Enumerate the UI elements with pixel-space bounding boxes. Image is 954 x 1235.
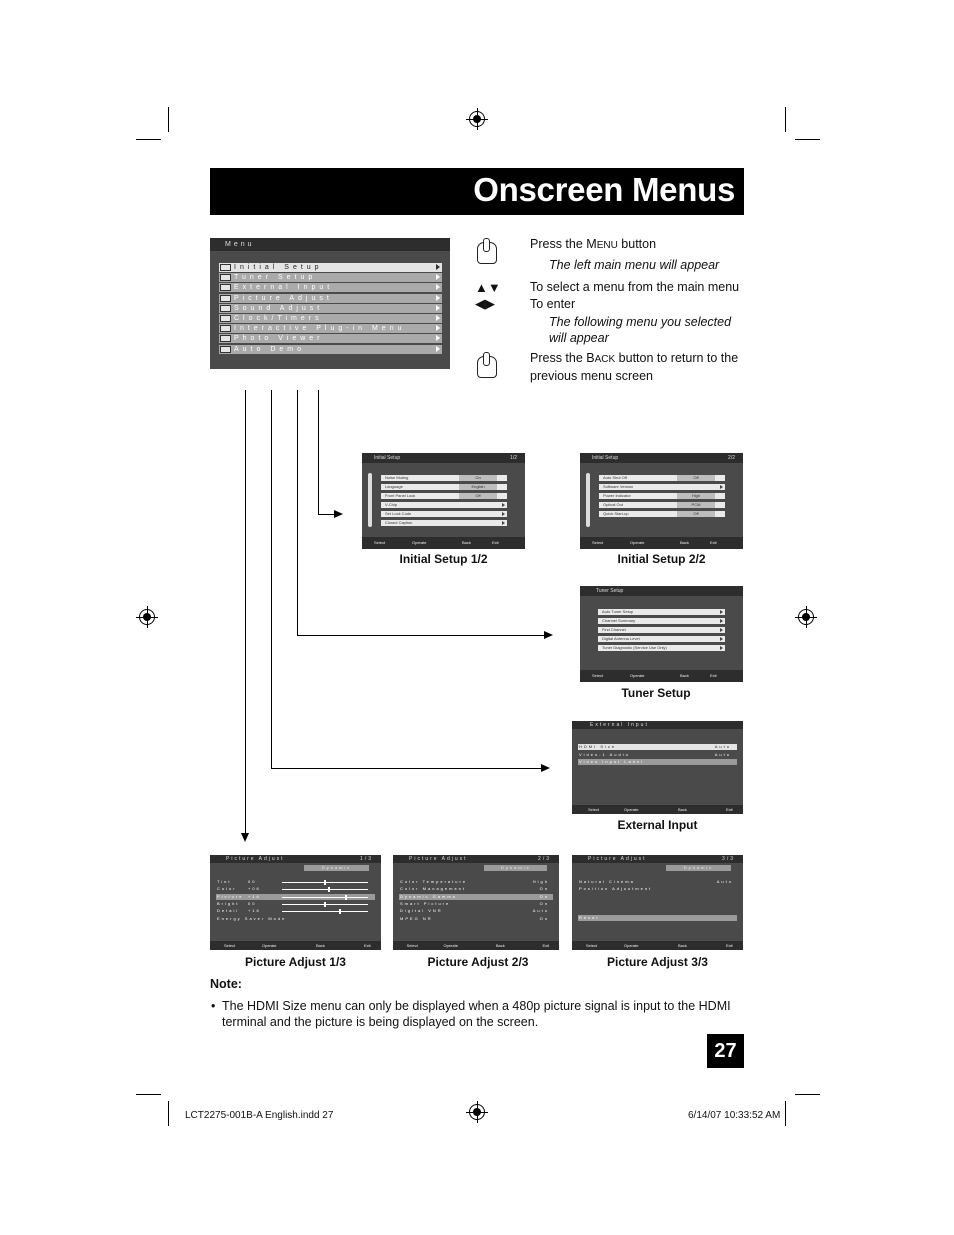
picture-setting-value: +16 — [248, 908, 261, 914]
screen-header — [393, 855, 559, 863]
page-number: 27 — [707, 1034, 744, 1068]
arrow-right-icon — [334, 510, 343, 518]
setting-value: Off — [677, 475, 715, 481]
footer-exit-label: Exit — [364, 943, 371, 948]
following-menu-text: The following menu you selected will appear — [549, 315, 732, 345]
reset-row[interactable]: Reset — [578, 915, 737, 921]
press-back-text: Press the BACK button to return to the previous menu screen — [530, 351, 739, 383]
main-menu-item-label: Photo Viewer — [234, 335, 324, 343]
external-input-caption: External Input — [617, 818, 698, 832]
picture-setting-value: +06 — [248, 886, 261, 892]
main-menu-item-label: Interactive Plug-in Menu — [234, 325, 406, 333]
level-slider[interactable] — [282, 904, 368, 905]
setting-row[interactable] — [381, 475, 507, 481]
press-menu-text: Press the MENU button — [530, 237, 657, 251]
footer-back-label: Back — [678, 807, 687, 812]
crop-mark — [136, 139, 161, 140]
setting-label: Noise Muting — [385, 475, 409, 480]
footer-select-label: Select — [588, 807, 600, 812]
arrow-right-icon — [720, 628, 723, 632]
external-input-value: Auto — [714, 744, 731, 749]
arrow-right-icon — [436, 295, 440, 301]
arrow-right-icon — [720, 646, 723, 650]
arrow-right-icon — [502, 503, 505, 507]
picture-setting-value: On — [539, 893, 549, 899]
menu-item-icon — [220, 305, 231, 312]
initial-setup-2-caption: Initial Setup 2/2 — [617, 552, 706, 566]
slider-knob[interactable] — [324, 902, 326, 907]
screen-header — [572, 855, 743, 863]
main-menu-item[interactable] — [219, 324, 442, 333]
setting-label: Quick Start-up — [603, 511, 629, 516]
screen-page-indicator: 2/3 — [538, 856, 551, 862]
setting-label: Language — [385, 484, 403, 489]
picture-setting-label: Tint — [217, 879, 232, 884]
main-menu-item[interactable] — [219, 334, 442, 343]
date-info: 6/14/07 10:33:52 AM — [688, 1110, 781, 1121]
menu-item-icon — [220, 274, 231, 281]
picture-adjust-1-screen — [210, 855, 381, 950]
footer-operate-label: Operate — [630, 673, 645, 678]
picture-setting-label: Color Management — [400, 886, 467, 892]
picture-adjust-2-screen — [393, 855, 559, 950]
picture-setting-label: Energy Saver Mode — [217, 915, 287, 921]
menu-item-icon — [220, 335, 231, 342]
picture-setting-value: Auto — [532, 908, 549, 914]
picture-adjust-1-caption: Picture Adjust 1/3 — [245, 955, 346, 969]
screen-page-indicator: 3/3 — [722, 856, 735, 862]
main-menu-item[interactable] — [219, 345, 442, 354]
footer-back-label: Back — [316, 943, 325, 948]
main-menu-item[interactable] — [219, 304, 442, 313]
connector-line — [297, 390, 298, 636]
screen-footer — [362, 537, 525, 549]
setting-row[interactable] — [599, 493, 725, 499]
initial-setup-2-screen — [580, 453, 743, 549]
main-menu-item-label: External Input — [234, 284, 334, 292]
footer-operate-label: Operate — [624, 807, 639, 812]
footer-exit-label: Exit — [726, 807, 733, 812]
registration-mark-icon — [469, 1104, 485, 1120]
screen-footer — [572, 941, 743, 950]
menu-item-icon — [220, 264, 231, 271]
picture-mode-value: Dynamic — [666, 865, 731, 871]
picture-setting-label: MPEG NR — [400, 915, 433, 921]
setting-row[interactable] — [381, 502, 507, 508]
picture-setting-row[interactable] — [578, 886, 737, 892]
footer-select-label: Select — [586, 943, 598, 948]
picture-setting-row[interactable] — [216, 886, 375, 892]
footer-back-label: Back — [495, 943, 505, 948]
external-input-label: Video Input Label — [579, 759, 645, 764]
slider-knob[interactable] — [324, 880, 326, 885]
footer-operate-label: Operate — [630, 540, 645, 545]
picture-setting-label: Natural Cinema — [579, 879, 635, 884]
arrow-down-icon — [241, 833, 249, 842]
level-slider[interactable] — [282, 882, 368, 883]
initial-setup-1-screen — [362, 453, 525, 549]
tuner-row-label: Auto Tuner Setup — [602, 609, 634, 614]
picture-setting-row[interactable] — [399, 894, 553, 900]
picture-setting-row[interactable] — [216, 879, 375, 885]
tuner-row-label: Channel Summary — [602, 618, 636, 623]
main-menu-item-label: Tuner Setup — [234, 274, 317, 282]
picture-setting-label: Dynamic Gamma — [400, 893, 457, 899]
crop-mark — [168, 1101, 169, 1126]
picture-adjust-2-caption: Picture Adjust 2/3 — [427, 955, 529, 969]
picture-setting-row[interactable] — [216, 901, 375, 907]
arrow-right-icon — [436, 315, 440, 321]
screen-header-title: Initial Setup — [374, 455, 401, 461]
arrow-right-icon — [436, 335, 440, 341]
picture-setting-label: Digital VNR — [400, 908, 443, 914]
setting-label: V-Chip — [385, 502, 398, 507]
arrow-right-icon — [502, 521, 505, 525]
setting-row[interactable] — [381, 511, 507, 517]
setting-label: Closed Caption — [385, 520, 413, 525]
picture-mode-value: Dynamic — [304, 865, 369, 871]
setting-label: Power Indicator — [603, 493, 631, 498]
setting-label: Front Panel Lock — [385, 493, 416, 498]
remote-hand-icon — [477, 356, 497, 378]
picture-setting-value: On — [539, 886, 549, 892]
note-bullet: • — [211, 999, 216, 1013]
crop-mark — [168, 107, 169, 132]
screen-header-title: Tuner Setup — [596, 588, 624, 594]
picture-setting-value: +16 — [248, 893, 261, 899]
connector-line — [271, 768, 542, 769]
left-menu-appear-text: The left main menu will appear — [549, 258, 720, 272]
picture-adjust-3-screen — [572, 855, 743, 950]
note-heading: Note: — [210, 977, 242, 991]
menu-item-icon — [220, 346, 231, 353]
main-menu-item[interactable] — [219, 283, 442, 292]
picture-setting-row[interactable] — [399, 879, 553, 885]
footer-exit-label: Exit — [710, 673, 717, 678]
picture-setting-label: Bright — [217, 900, 240, 906]
setting-value: Off — [459, 493, 497, 499]
footer-exit-label: Exit — [710, 540, 717, 545]
footer-back-label: Back — [678, 943, 687, 948]
main-menu-item-label: Initial Setup — [234, 264, 323, 271]
slider-knob[interactable] — [345, 895, 347, 900]
setting-row[interactable] — [381, 520, 507, 526]
screen-header — [580, 586, 743, 596]
file-info: LCT2275-001B-A English.indd 27 — [185, 1110, 334, 1121]
screen-header-title: External Input — [590, 722, 649, 728]
slider-knob[interactable] — [328, 887, 330, 892]
screen-header — [362, 453, 525, 463]
picture-setting-value: 00 — [248, 879, 257, 884]
remote-hand-icon — [477, 242, 497, 264]
level-slider[interactable] — [282, 897, 368, 898]
initial-setup-1-caption: Initial Setup 1/2 — [399, 552, 488, 566]
left-right-arrows-icon: ◀▶ — [475, 296, 495, 311]
picture-setting-row[interactable] — [216, 894, 375, 900]
screen-header — [210, 855, 381, 863]
footer-exit-label: Exit — [726, 943, 733, 948]
screen-header — [580, 453, 743, 463]
picture-setting-value: On — [539, 915, 549, 921]
footer-select-label: Select — [224, 943, 236, 948]
tuner-setup-screen — [580, 586, 743, 682]
connector-line — [318, 514, 334, 515]
main-menu-item-label: Auto Demo — [234, 345, 306, 353]
main-menu-item-label: Clock/Timers — [234, 315, 323, 322]
picture-setting-row[interactable] — [399, 886, 553, 892]
setting-label: Software Version — [603, 484, 634, 489]
crop-mark — [785, 107, 786, 132]
picture-setting-row[interactable] — [399, 916, 553, 922]
screen-header — [572, 721, 743, 729]
arrow-right-icon — [436, 325, 440, 331]
connector-line — [245, 390, 246, 835]
setting-label: Set Lock Code — [385, 511, 412, 516]
footer-select-label: Select — [592, 540, 604, 545]
picture-setting-row[interactable] — [399, 908, 553, 914]
main-menu-header: Menu — [210, 238, 450, 251]
arrow-right-icon — [544, 631, 553, 639]
arrow-right-icon — [502, 512, 505, 516]
crop-mark — [795, 139, 820, 140]
main-menu-item[interactable] — [219, 263, 442, 272]
external-input-label: Video-1 Audio — [579, 751, 630, 757]
arrow-right-icon — [436, 274, 440, 280]
picture-setting-label: Smart Picture — [400, 900, 451, 906]
note-text: The HDMI Size menu can only be displayed when a 480p picture signal is input to the HDMI terminal and the picture is being displayed on the screen. — [222, 999, 731, 1029]
tuner-row[interactable] — [598, 609, 725, 615]
tuner-row-label: Digital Antenna Level — [602, 636, 640, 641]
arrow-right-icon — [720, 619, 723, 623]
menu-item-icon — [220, 284, 231, 291]
title-bar — [210, 168, 744, 215]
tuner-row[interactable] — [598, 645, 725, 651]
footer-operate-label: Operate — [262, 943, 277, 948]
crop-mark — [795, 1094, 820, 1095]
footer-back-label: Back — [462, 540, 471, 545]
screen-header-title: Picture Adjust — [409, 856, 468, 862]
picture-adjust-3-caption: Picture Adjust 3/3 — [607, 955, 708, 969]
screen-footer — [210, 941, 381, 950]
external-input-row[interactable] — [578, 752, 737, 758]
screen-footer — [572, 805, 743, 814]
arrow-right-icon — [436, 305, 440, 311]
setting-row[interactable] — [599, 475, 725, 481]
level-slider[interactable] — [282, 911, 368, 912]
screen-footer — [580, 670, 743, 682]
menu-item-icon — [220, 315, 231, 322]
tuner-row[interactable] — [598, 627, 725, 633]
tuner-setup-caption: Tuner Setup — [621, 686, 691, 700]
menu-item-icon — [220, 325, 231, 332]
picture-setting-value: Auto — [716, 879, 733, 884]
registration-mark-icon — [139, 609, 155, 625]
picture-setting-label: Picture — [217, 893, 244, 899]
setting-value: English — [459, 484, 497, 490]
tuner-row-label: Tuner Diagnostic (Service Use Only) — [602, 645, 667, 650]
screen-page-indicator: 2/2 — [728, 455, 735, 461]
footer-select-label: Select — [374, 540, 386, 545]
tuner-row[interactable] — [598, 618, 725, 624]
setting-row[interactable] — [381, 484, 507, 490]
picture-setting-row[interactable] — [216, 916, 375, 922]
tuner-row-label: Find Channel — [602, 627, 626, 632]
picture-setting-row[interactable] — [216, 908, 375, 914]
main-menu-item-label: Picture Adjust — [234, 294, 333, 302]
footer-select-label: Select — [592, 673, 604, 678]
picture-setting-row[interactable] — [399, 901, 553, 907]
picture-setting-row[interactable] — [578, 879, 737, 885]
footer-exit-label: Exit — [542, 943, 550, 948]
picture-setting-label: Color Temperature — [400, 879, 468, 884]
setting-value: On — [459, 475, 497, 481]
footer-operate-label: Operate — [624, 943, 639, 948]
setting-value: PCM — [677, 502, 715, 508]
screen-page-indicator: 1/2 — [510, 455, 517, 461]
footer-back-label: Back — [680, 673, 689, 678]
picture-setting-label: Position Adjustment — [579, 886, 653, 892]
page-title: Onscreen Menus — [473, 171, 735, 208]
screen-header-title: Picture Adjust — [226, 856, 285, 862]
main-menu-item[interactable] — [219, 273, 442, 282]
screen-footer — [580, 537, 743, 549]
setting-row[interactable] — [599, 511, 725, 517]
setting-row[interactable] — [381, 493, 507, 499]
registration-mark-icon — [469, 111, 485, 127]
setting-label: Optical Out — [603, 502, 624, 507]
setting-value: High — [677, 493, 715, 499]
external-input-row[interactable] — [578, 744, 737, 750]
screen-page-indicator: 1/3 — [360, 856, 373, 862]
setting-row[interactable] — [599, 484, 725, 490]
scrollbar[interactable] — [368, 473, 372, 527]
external-input-screen — [572, 721, 743, 814]
level-slider[interactable] — [282, 889, 368, 890]
picture-setting-value: 00 — [248, 900, 257, 906]
picture-setting-value: On — [539, 900, 549, 906]
up-down-arrows-icon: ▲▼ — [475, 280, 501, 295]
screen-header-title: Initial Setup — [592, 455, 619, 461]
screen-footer — [393, 941, 559, 950]
picture-mode-value: Dynamic — [484, 865, 547, 871]
scrollbar[interactable] — [586, 473, 590, 527]
arrow-right-icon — [436, 264, 440, 270]
arrow-right-icon — [436, 346, 440, 352]
footer-select-label: Select — [406, 943, 418, 948]
footer-exit-label: Exit — [492, 540, 499, 545]
arrow-right-icon — [720, 637, 723, 641]
arrow-right-icon — [720, 485, 723, 489]
crop-mark — [136, 1094, 161, 1095]
setting-value: Off — [677, 511, 715, 517]
enter-text: To enter — [530, 297, 576, 311]
main-menu-item-label: Sound Adjust — [234, 304, 324, 312]
arrow-right-icon — [541, 764, 550, 772]
footer-back-label: Back — [680, 540, 689, 545]
setting-row[interactable] — [599, 502, 725, 508]
connector-line — [271, 390, 272, 769]
registration-mark-icon — [798, 609, 814, 625]
slider-knob[interactable] — [339, 909, 341, 914]
external-input-value: Auto — [714, 751, 731, 757]
footer-operate-label: Operate — [443, 943, 458, 948]
select-menu-text: To select a menu from the main menu — [530, 280, 740, 294]
external-input-row[interactable] — [578, 759, 737, 765]
main-menu-screen — [210, 238, 450, 369]
arrow-right-icon — [436, 284, 440, 290]
crop-mark — [785, 1101, 786, 1126]
setting-label: Auto Shut Off — [603, 475, 627, 480]
connector-line — [297, 635, 544, 636]
connector-line — [318, 390, 319, 515]
picture-setting-value: High — [532, 879, 549, 884]
picture-setting-label: Color — [217, 886, 237, 892]
picture-setting-label: Detail — [217, 908, 240, 914]
main-menu-item[interactable] — [219, 314, 442, 323]
tuner-row[interactable] — [598, 636, 725, 642]
main-menu-item[interactable] — [219, 294, 442, 303]
screen-header-title: Picture Adjust — [588, 856, 647, 862]
arrow-right-icon — [720, 610, 723, 614]
external-input-label: HDMI Size — [579, 744, 617, 749]
menu-item-icon — [220, 295, 231, 302]
footer-operate-label: Operate — [412, 540, 427, 545]
